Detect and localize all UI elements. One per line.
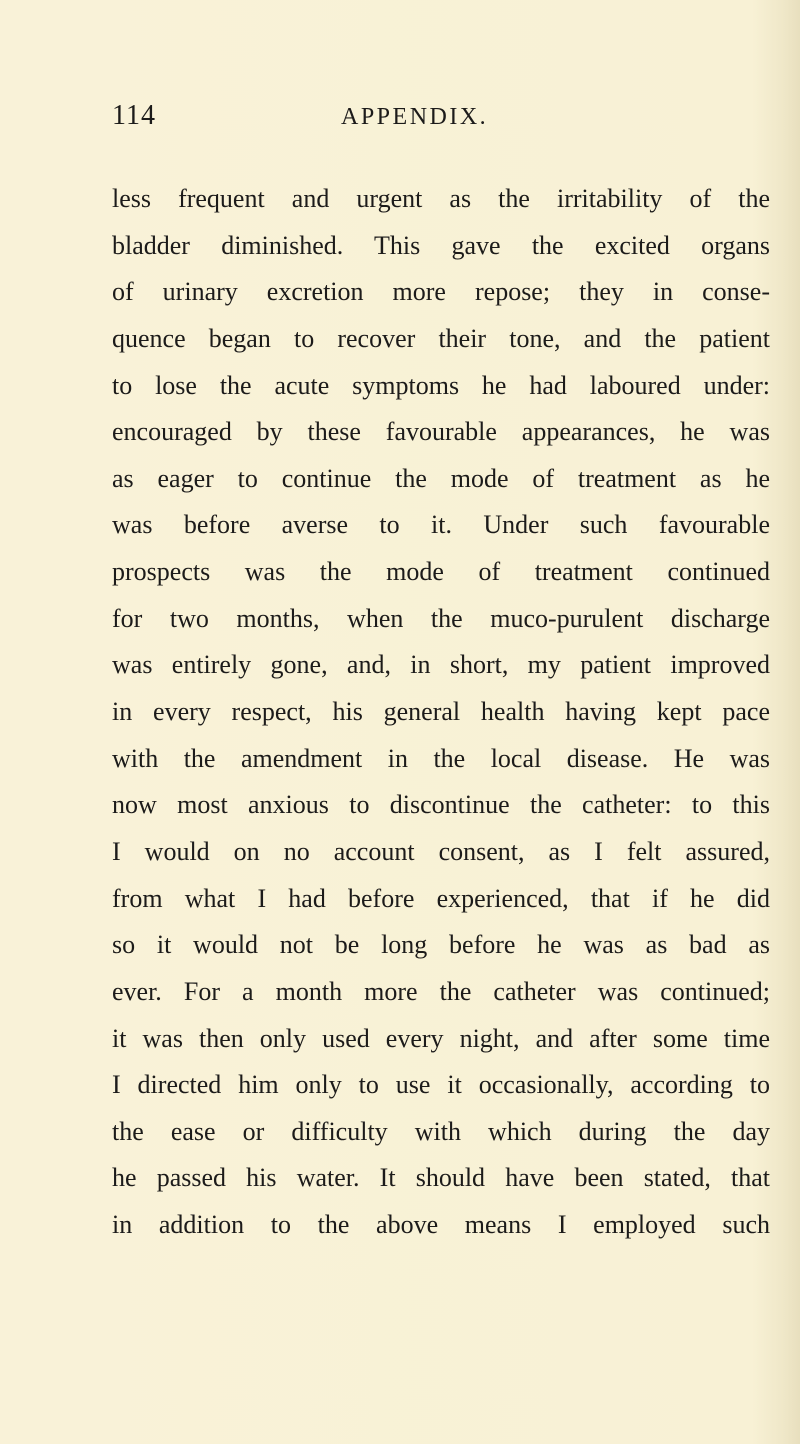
- body-text: [112, 176, 770, 1249]
- text-line: I directed him only to use it occasionally, according to: [112, 1070, 770, 1100]
- text-line: prospects was the mode of treatment continued: [112, 557, 770, 587]
- text-line: was entirely gone, and, in short, my patient improved: [112, 650, 770, 680]
- text-line: it was then only used every night, and after some time: [112, 1023, 770, 1053]
- text-line: so it would not be long before he was as bad as: [112, 930, 770, 960]
- text-line: I would on no account consent, as I felt assured,: [112, 836, 770, 866]
- page-number: 114: [112, 100, 156, 131]
- text-line: quence began to recover their tone, and the patient: [112, 323, 770, 353]
- text-line: as eager to continue the mode of treatment as he: [112, 463, 770, 493]
- text-line: bladder diminished. This gave the excited organs: [112, 230, 770, 260]
- text-line: in every respect, his general health having kept pace: [112, 697, 770, 727]
- text-line: from what I had before experienced, that if he did: [112, 883, 770, 913]
- text-line: in addition to the above means I employed such: [112, 1210, 770, 1240]
- page-header: [0, 100, 800, 140]
- text-line: he passed his water. It should have been stated, that: [112, 1163, 770, 1193]
- text-line: with the amendment in the local disease. He was: [112, 743, 770, 773]
- text-line: to lose the acute symptoms he had laboured under:: [112, 370, 770, 400]
- text-line: ever. For a month more the catheter was continued;: [112, 976, 770, 1006]
- text-line: now most anxious to discontinue the catheter: to this: [112, 790, 770, 820]
- text-line: the ease or difficulty with which during the day: [112, 1116, 770, 1146]
- text-line: less frequent and urgent as the irritability of the: [112, 184, 770, 213]
- text-line: encouraged by these favourable appearances, he was: [112, 417, 770, 447]
- running-head: APPENDIX.: [341, 104, 489, 130]
- text-line: for two months, when the muco-purulent discharge: [112, 603, 770, 633]
- text-line: of urinary excretion more repose; they in conse-: [112, 277, 770, 307]
- text-line: was before averse to it. Under such favourable: [112, 510, 770, 540]
